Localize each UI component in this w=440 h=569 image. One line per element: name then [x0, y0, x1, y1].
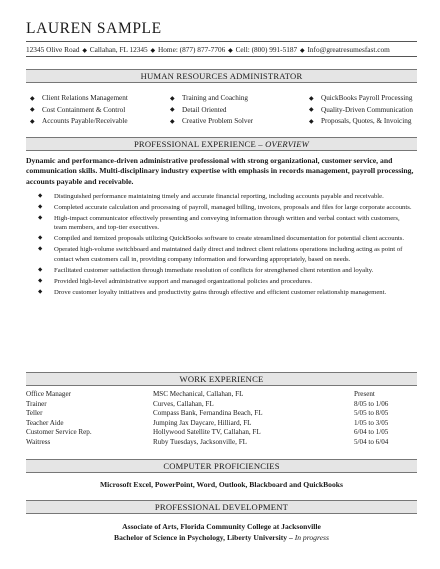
development-heading-band	[26, 500, 417, 514]
job-title: HUMAN RESOURCES ADMINISTRATOR	[140, 71, 303, 81]
candidate-name: LAUREN SAMPLE	[26, 20, 162, 37]
diamond-icon: ◆	[170, 118, 175, 125]
job-employer: Curves, Callahan, FL	[153, 399, 214, 408]
diamond-icon: ◆	[38, 266, 43, 273]
diamond-icon: ◆	[309, 118, 314, 125]
job-dates: 1/05 to 3/05	[354, 418, 389, 427]
diamond-icon: ◆	[309, 107, 314, 113]
skill-label: Creative Problem Solver	[182, 117, 254, 125]
job-employer: Ruby Tuesdays, Jacksonville, FL	[153, 437, 247, 446]
job-dates: 5/04 to 6/04	[354, 437, 389, 446]
education-status: In progress	[294, 532, 329, 542]
skill-label: Accounts Payable/Receivable	[42, 117, 128, 125]
work-heading: WORK EXPERIENCE	[179, 374, 264, 384]
skill-item	[170, 94, 309, 102]
work-heading-band	[26, 372, 417, 386]
bullet-text: Compiled and itemized proposals utilizing QuickBooks software to create streamlined documentation for potential client accounts.	[54, 235, 405, 243]
list-item	[38, 234, 413, 243]
diamond-icon: ◆	[30, 118, 35, 125]
diamond-icon: ◆	[38, 235, 43, 242]
job-employer: MSC Mechanical, Callahan, FL	[153, 390, 244, 398]
contact-address: 12345 Olive Road	[26, 45, 80, 54]
job-employer: Compass Bank, Fernandina Beach, FL	[153, 409, 263, 418]
education-degree: Bachelor of Science in Psychology, Liberty University –	[114, 532, 293, 542]
diamond-icon: ◆	[30, 107, 35, 113]
bullet-text: Drove customer loyalty initiatives and productivity gains through effective and efficient customer relationship management.	[54, 288, 387, 296]
job-role: Office Manager	[26, 390, 71, 398]
header-rule-bottom	[26, 56, 417, 57]
list-item	[38, 266, 413, 275]
job-dates: 5/05 to 8/05	[354, 409, 389, 418]
diamond-icon: ◆	[150, 48, 156, 54]
skill-item	[30, 117, 170, 125]
diamond-icon: ◆	[82, 48, 87, 54]
job-role: Trainer	[26, 399, 47, 408]
skill-item	[309, 94, 421, 102]
computer-skills: Microsoft Excel, PowerPoint, Word, Outlook, Blackboard and QuickBooks	[100, 480, 343, 489]
contact-line	[26, 45, 422, 54]
job-employer: Hollywood Satellite TV, Callahan, FL	[153, 428, 261, 437]
work-history-table	[26, 390, 418, 447]
experience-heading: PROFESSIONAL EXPERIENCE –	[133, 139, 263, 149]
table-row	[26, 400, 418, 410]
diamond-icon: ◆	[38, 246, 43, 253]
diamond-icon: ◆	[228, 48, 233, 54]
diamond-icon: ◆	[38, 277, 43, 284]
table-row	[26, 390, 418, 400]
diamond-icon: ◆	[300, 48, 305, 54]
education-line-1: Associate of Arts, Florida Community College at Jacksonville	[122, 522, 321, 531]
job-role: Teller	[26, 409, 43, 418]
list-item	[38, 277, 413, 286]
list-item	[38, 192, 413, 201]
skill-item	[170, 117, 309, 125]
skill-item	[30, 106, 170, 114]
skill-label: Detail Oriented	[182, 105, 227, 114]
diamond-icon: ◆	[30, 95, 35, 102]
diamond-icon: ◆	[170, 107, 175, 113]
job-role: Teacher Aide	[26, 418, 64, 427]
diamond-icon: ◆	[170, 95, 175, 102]
table-row	[26, 419, 418, 429]
diamond-icon: ◆	[38, 215, 43, 221]
table-row	[26, 438, 418, 448]
summary-paragraph: Dynamic and performance-driven administrative professional with strong organizational, customer service, and communication skills. Multi-disciplinary industry expertise with emphasis in records management, payroll processing, accounts payable and receivable.	[26, 156, 414, 186]
bullet-text: High-impact communicator effectively presenting and conveying information through written and verbal contact with customers, team members, and top-tier executives.	[54, 215, 400, 232]
header-rule-top	[26, 41, 417, 42]
skill-item	[309, 106, 421, 114]
diamond-icon: ◆	[309, 95, 314, 102]
bullet-text: Facilitated customer satisfaction through immediate resolution of conflicts for strengthened client retention and loyalty.	[54, 266, 374, 274]
computer-heading: COMPUTER PROFICIENCIES	[163, 461, 280, 471]
job-dates: 8/05 to 1/06	[354, 399, 389, 408]
list-item	[38, 203, 413, 212]
education-line-2	[26, 533, 417, 544]
bullet-text: Completed accurate calculation and processing of payroll, managed billing, invoices, proposals and files for large corporate accounts.	[54, 204, 412, 211]
computer-heading-band	[26, 459, 417, 473]
diamond-icon: ◆	[38, 204, 43, 210]
list-item	[38, 214, 413, 233]
job-role: Customer Service Rep.	[26, 428, 92, 437]
job-employer: Jumping Jax Daycare, Hilliard, FL	[153, 418, 252, 427]
skill-label: QuickBooks Payroll Processing	[321, 94, 413, 102]
experience-heading-overview: OVERVIEW	[265, 139, 310, 149]
skill-item	[30, 94, 170, 102]
list-item	[38, 245, 413, 264]
skills-grid	[30, 94, 420, 125]
skill-label: Cost Containment & Control	[42, 105, 126, 114]
job-title-band	[26, 69, 417, 83]
job-dates: 6/04 to 1/05	[354, 428, 389, 437]
education-block	[26, 522, 417, 543]
experience-bullets	[38, 192, 413, 299]
skill-label: Proposals, Quotes, & Invoicing	[321, 117, 412, 125]
contact-home-phone: Home: (877) 877-7706	[157, 45, 226, 54]
bullet-text: Distinguished performance maintaining timely and accurate financial reporting, including accounts payable and receivable.	[54, 193, 384, 200]
skill-label: Quality-Driven Communication	[321, 105, 414, 114]
bullet-text: Operated high-volume switchboard and maintained daily direct and indirect client relations operations including acting as point of contact when customers call in, providing company information and forwarding appropriately, based on needs.	[54, 246, 403, 263]
bullet-text: Provided high-level administrative support and managed organizational policies and procedures.	[54, 277, 313, 285]
list-item	[38, 288, 413, 297]
experience-heading-band	[26, 137, 417, 151]
diamond-icon: ◆	[38, 288, 43, 295]
skill-item	[170, 106, 309, 114]
job-role: Waitress	[26, 437, 51, 446]
diamond-icon: ◆	[38, 193, 43, 199]
skill-label: Training and Coaching	[182, 94, 249, 102]
job-dates: Present	[354, 390, 375, 398]
contact-email[interactable]: Info@greatresumesfast.com	[307, 45, 390, 54]
contact-city: Callahan, FL 12345	[89, 45, 148, 54]
development-heading: PROFESSIONAL DEVELOPMENT	[154, 502, 289, 512]
table-row	[26, 409, 418, 419]
skill-item	[309, 117, 421, 125]
contact-cell-phone: Cell: (800) 991-5187	[235, 45, 298, 54]
skill-label: Client Relations Management	[42, 94, 128, 102]
table-row	[26, 428, 418, 438]
